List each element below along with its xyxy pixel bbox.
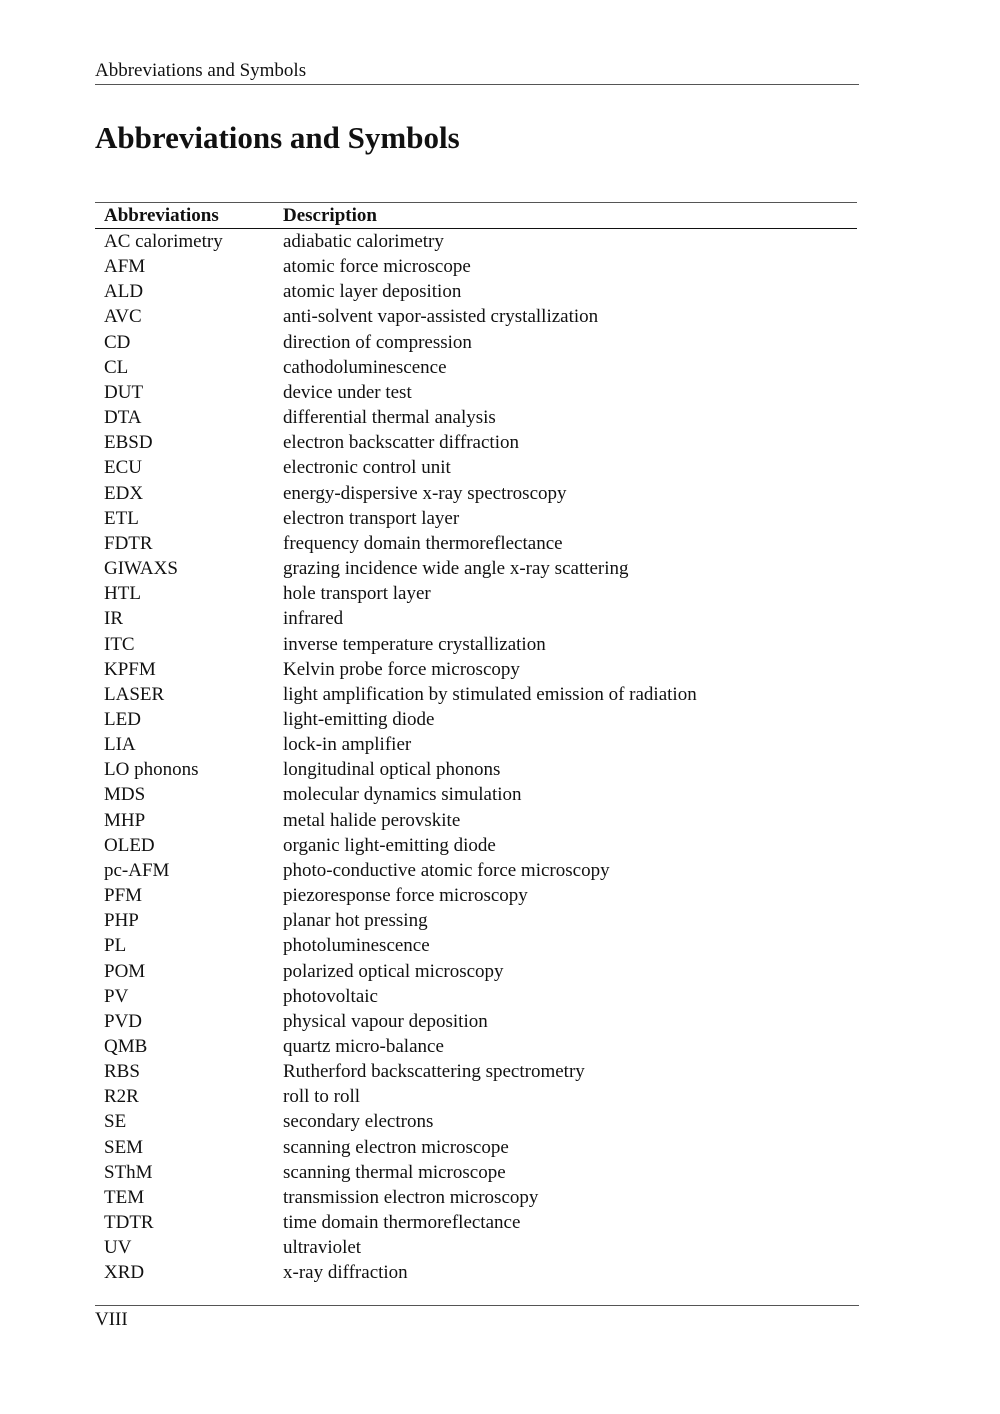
table-row xyxy=(95,481,857,506)
description-cell: device under test xyxy=(283,381,412,403)
table-row xyxy=(95,355,857,380)
description-cell: scanning electron microscope xyxy=(283,1136,509,1158)
description-cell: piezoresponse force microscopy xyxy=(283,885,528,907)
abbreviation-cell: AFM xyxy=(104,256,146,278)
abbreviation-cell: RBS xyxy=(104,1061,140,1083)
description-cell: polarized optical microscopy xyxy=(283,960,504,982)
running-header: Abbreviations and Symbols xyxy=(95,60,859,85)
abbreviation-cell: HTL xyxy=(104,583,141,605)
abbreviation-cell: POM xyxy=(104,960,146,982)
description-cell: Kelvin probe force microscopy xyxy=(283,658,520,680)
page-title: Abbreviations and Symbols xyxy=(95,120,460,155)
abbreviation-cell: OLED xyxy=(104,834,155,856)
abbreviation-cell: SE xyxy=(104,1111,127,1133)
description-cell: physical vapour deposition xyxy=(283,1010,488,1032)
description-cell: grazing incidence wide angle x-ray scattering xyxy=(283,558,629,580)
description-cell: atomic layer deposition xyxy=(283,281,462,303)
description-cell: electronic control unit xyxy=(283,457,451,479)
description-cell: photovoltaic xyxy=(283,985,378,1007)
table-row xyxy=(95,506,857,531)
table-row xyxy=(95,254,857,279)
table-header-row xyxy=(95,203,857,229)
table-row xyxy=(95,430,857,455)
table-row xyxy=(95,304,857,329)
table-row xyxy=(95,757,857,782)
abbreviation-cell: ETL xyxy=(104,507,139,529)
description-cell: roll to roll xyxy=(283,1086,361,1108)
table-row xyxy=(95,455,857,480)
abbreviation-cell: SEM xyxy=(104,1136,144,1158)
abbreviation-cell: ALD xyxy=(104,281,144,303)
table-row xyxy=(95,682,857,707)
table-row xyxy=(95,1210,857,1235)
table-row xyxy=(95,1260,857,1285)
description-cell: infrared xyxy=(283,608,344,630)
table-row xyxy=(95,330,857,355)
abbreviation-cell: IR xyxy=(104,608,123,630)
table-row xyxy=(95,959,857,984)
table-row xyxy=(95,782,857,807)
description-cell: x-ray diffraction xyxy=(283,1262,408,1284)
abbreviation-cell: AC calorimetry xyxy=(104,231,223,252)
table-row xyxy=(95,883,857,908)
description-cell: adiabatic calorimetry xyxy=(283,231,444,252)
abbreviation-cell: PVD xyxy=(104,1010,143,1032)
table-row xyxy=(95,858,857,883)
table-body xyxy=(95,229,857,1286)
abbreviation-cell: EDX xyxy=(104,482,144,504)
abbreviation-cell: ECU xyxy=(104,457,142,479)
table-row xyxy=(95,808,857,833)
description-cell: secondary electrons xyxy=(283,1111,434,1133)
table-row xyxy=(95,581,857,606)
table-row xyxy=(95,1059,857,1084)
table-row xyxy=(95,1109,857,1134)
column-header-abbreviations: Abbreviations xyxy=(95,203,274,229)
abbreviation-cell: DUT xyxy=(104,381,144,403)
abbreviation-cell: FDTR xyxy=(104,532,153,554)
abbreviation-cell: KPFM xyxy=(104,658,156,680)
table-row xyxy=(95,833,857,858)
description-cell: transmission electron microscopy xyxy=(283,1186,539,1208)
column-header-description: Description xyxy=(274,203,857,229)
description-cell: organic light-emitting diode xyxy=(283,834,496,856)
table-row xyxy=(95,279,857,304)
description-cell: lock-in amplifier xyxy=(283,734,412,756)
abbreviation-cell: SThM xyxy=(104,1161,153,1183)
description-cell: photo-conductive atomic force microscopy xyxy=(283,859,610,881)
abbreviation-cell: TEM xyxy=(104,1186,145,1208)
abbreviation-cell: LASER xyxy=(104,683,165,705)
description-cell: quartz micro-balance xyxy=(283,1036,444,1057)
description-cell: atomic force microscope xyxy=(283,256,471,278)
description-cell: direction of compression xyxy=(283,331,472,353)
table-row xyxy=(95,1160,857,1185)
abbreviation-cell: XRD xyxy=(104,1262,145,1284)
abbreviation-cell: GIWAXS xyxy=(104,558,178,580)
description-cell: scanning thermal microscope xyxy=(283,1161,506,1183)
abbreviation-cell: PHP xyxy=(104,910,139,932)
abbreviation-cell: ITC xyxy=(104,633,135,655)
description-cell: light amplification by stimulated emission of radiation xyxy=(283,683,697,705)
abbreviation-cell: AVC xyxy=(104,306,142,328)
description-cell: electron backscatter diffraction xyxy=(283,432,519,454)
description-cell: hole transport layer xyxy=(283,583,431,605)
abbreviation-cell: LIA xyxy=(104,734,136,756)
description-cell: metal halide perovskite xyxy=(283,809,461,831)
abbreviation-cell: QMB xyxy=(104,1036,148,1057)
abbreviation-cell: DTA xyxy=(104,407,142,429)
description-cell: differential thermal analysis xyxy=(283,407,496,429)
description-cell: photoluminescence xyxy=(283,935,430,957)
page-number: VIII xyxy=(95,1305,859,1331)
description-cell: molecular dynamics simulation xyxy=(283,784,522,806)
table-row xyxy=(95,984,857,1009)
description-cell: anti-solvent vapor-assisted crystallization xyxy=(283,306,599,328)
abbreviation-cell: UV xyxy=(104,1237,132,1259)
abbreviation-cell: LO phonons xyxy=(104,759,199,781)
table-row xyxy=(95,1185,857,1210)
table-row xyxy=(95,1009,857,1034)
abbreviation-cell: TDTR xyxy=(104,1212,154,1234)
table-row xyxy=(95,1084,857,1109)
table-row xyxy=(95,908,857,933)
abbreviation-cell: EBSD xyxy=(104,432,153,454)
table-row xyxy=(95,229,857,255)
table-row xyxy=(95,556,857,581)
abbreviations-table xyxy=(95,202,857,1286)
table-row xyxy=(95,933,857,958)
table-row xyxy=(95,707,857,732)
table-row xyxy=(95,1235,857,1260)
table-row xyxy=(95,1034,857,1059)
abbreviation-cell: CD xyxy=(104,331,131,353)
table-row xyxy=(95,732,857,757)
abbreviation-cell: R2R xyxy=(104,1086,139,1108)
description-cell: planar hot pressing xyxy=(283,910,428,932)
table-row xyxy=(95,606,857,631)
description-cell: energy-dispersive x-ray spectroscopy xyxy=(283,482,567,504)
table-row xyxy=(95,531,857,556)
abbreviation-cell: LED xyxy=(104,708,141,730)
description-cell: Rutherford backscattering spectrometry xyxy=(283,1061,585,1083)
description-cell: cathodoluminescence xyxy=(283,356,447,378)
description-cell: ultraviolet xyxy=(283,1237,362,1259)
abbreviation-cell: MDS xyxy=(104,784,146,806)
abbreviation-cell: CL xyxy=(104,356,129,378)
abbreviation-cell: PFM xyxy=(104,885,143,907)
description-cell: light-emitting diode xyxy=(283,708,435,730)
description-cell: longitudinal optical phonons xyxy=(283,759,501,781)
table-row xyxy=(95,405,857,430)
description-cell: inverse temperature crystallization xyxy=(283,633,546,655)
description-cell: time domain thermoreflectance xyxy=(283,1212,521,1234)
description-cell: electron transport layer xyxy=(283,507,460,529)
abbreviation-cell: PL xyxy=(104,935,127,957)
abbreviation-cell: MHP xyxy=(104,809,146,831)
table-row xyxy=(95,1135,857,1160)
abbreviation-cell: PV xyxy=(104,985,129,1007)
table-row xyxy=(95,657,857,682)
table-row xyxy=(95,632,857,657)
table-row xyxy=(95,380,857,405)
description-cell: frequency domain thermoreflectance xyxy=(283,532,563,554)
abbreviation-cell: pc-AFM xyxy=(104,859,170,881)
